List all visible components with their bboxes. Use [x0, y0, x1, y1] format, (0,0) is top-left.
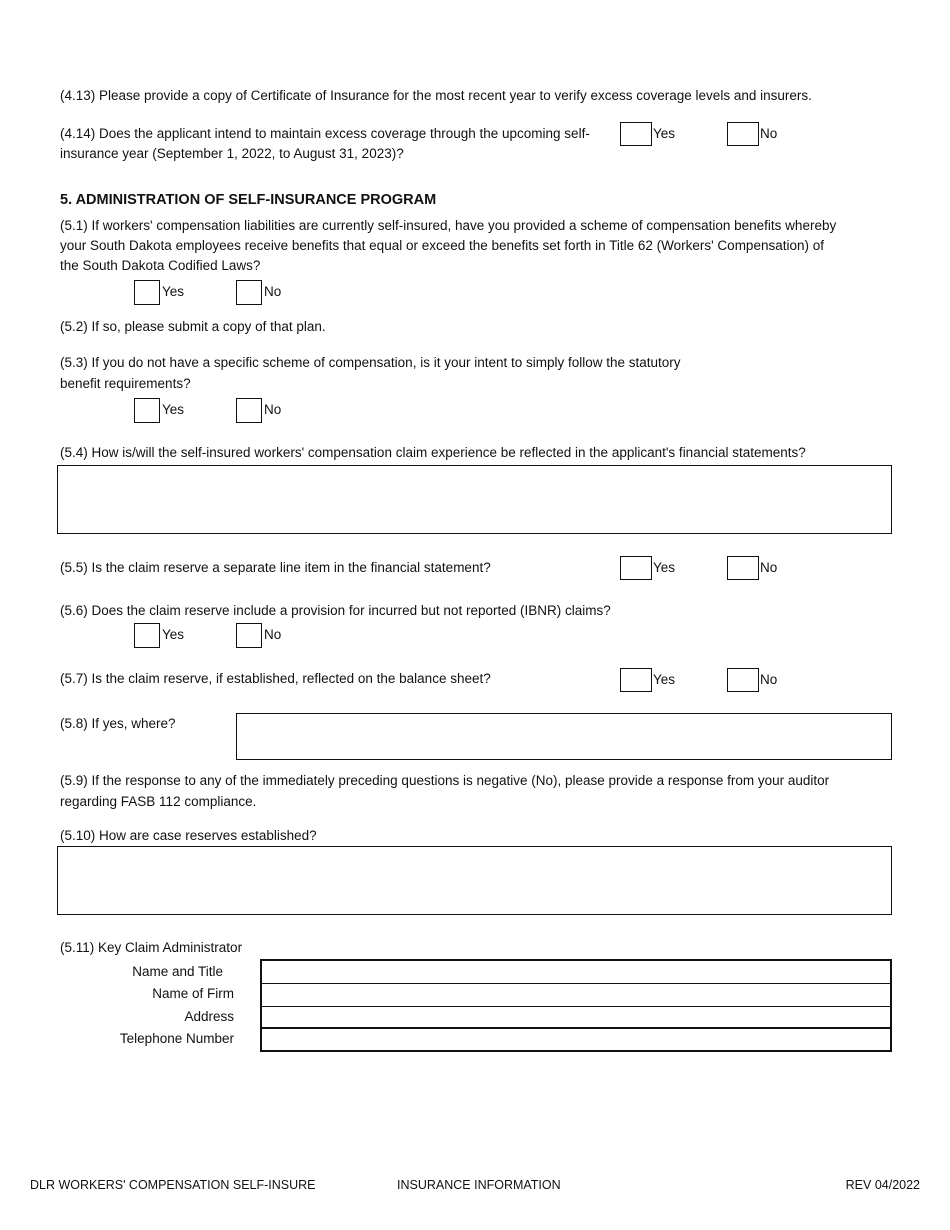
question-5-3-no-label: No — [264, 402, 282, 417]
question-4-14-no-checkbox[interactable] — [727, 122, 759, 146]
telephone-number-input[interactable] — [262, 1029, 890, 1049]
name-and-title-input[interactable] — [262, 961, 890, 984]
question-5-1-text-line3: the South Dakota Codified Laws? — [60, 258, 261, 273]
field-label-name-and-title: Name and Title — [132, 964, 223, 979]
question-5-2-text: (5.2) If so, please submit a copy of that plan. — [60, 319, 326, 334]
question-5-10-answer-box[interactable] — [57, 846, 892, 915]
question-5-5-text: (5.5) Is the claim reserve a separate line item in the financial statement? — [60, 560, 491, 575]
question-5-6-no-checkbox[interactable] — [236, 623, 262, 648]
footer-revision: REV 04/2022 — [845, 1178, 920, 1192]
question-5-3-text-line2: benefit requirements? — [60, 376, 191, 391]
claim-administrator-table — [260, 959, 892, 1052]
question-5-5-yes-label: Yes — [653, 560, 676, 575]
question-5-6-no-label: No — [264, 627, 282, 642]
section-5-heading: 5. ADMINISTRATION OF SELF-INSURANCE PROGRAM — [60, 192, 437, 208]
question-5-6-yes-label: Yes — [162, 627, 185, 642]
question-5-9-text-line2: regarding FASB 112 compliance. — [60, 794, 257, 809]
question-5-7-no-label: No — [760, 672, 778, 687]
question-5-9-text-line1: (5.9) If the response to any of the immediately preceding questions is negative (No), please provide a response from your auditor — [60, 773, 830, 788]
question-5-4-text: (5.4) How is/will the self-insured workers' compensation claim experience be reflected in the applicant's financial statements? — [60, 445, 806, 460]
question-5-7-yes-checkbox[interactable] — [620, 668, 652, 692]
question-5-11-text: (5.11) Key Claim Administrator — [60, 940, 243, 955]
question-5-7-yes-label: Yes — [653, 672, 676, 687]
question-5-3-no-checkbox[interactable] — [236, 398, 262, 423]
name-of-firm-input[interactable] — [262, 984, 890, 1007]
question-5-1-no-label: No — [264, 284, 282, 299]
question-4-14-yes-checkbox[interactable] — [620, 122, 652, 146]
question-5-5-no-checkbox[interactable] — [727, 556, 759, 580]
question-5-6-text: (5.6) Does the claim reserve include a provision for incurred but not reported (IBNR) claims? — [60, 603, 611, 618]
question-5-3-yes-checkbox[interactable] — [134, 398, 160, 423]
question-5-6-yes-checkbox[interactable] — [134, 623, 160, 648]
question-4-13-text: (4.13) Please provide a copy of Certificate of Insurance for the most recent year to verify excess coverage levels and insurers. — [60, 88, 812, 103]
question-5-10-text: (5.10) How are case reserves established? — [60, 828, 317, 843]
question-5-1-text-line1: (5.1) If workers' compensation liabilities are currently self-insured, have you provided a scheme of compensation benefits whereby — [60, 218, 837, 233]
question-4-14-text-line2: insurance year (September 1, 2022, to August 31, 2023)? — [60, 146, 404, 161]
question-5-5-yes-checkbox[interactable] — [620, 556, 652, 580]
question-5-8-text: (5.8) If yes, where? — [60, 716, 176, 731]
question-5-3-yes-label: Yes — [162, 402, 185, 417]
field-label-address: Address — [184, 1009, 234, 1024]
footer-section-name: INSURANCE INFORMATION — [397, 1178, 561, 1192]
question-5-1-yes-checkbox[interactable] — [134, 280, 160, 305]
field-label-name-of-firm: Name of Firm — [152, 986, 234, 1001]
question-5-5-no-label: No — [760, 560, 778, 575]
question-5-4-answer-box[interactable] — [57, 465, 892, 534]
question-4-14-no-label: No — [760, 126, 778, 141]
question-5-7-text: (5.7) Is the claim reserve, if established, reflected on the balance sheet? — [60, 671, 491, 686]
question-4-14-yes-label: Yes — [653, 126, 676, 141]
footer-form-name: DLR WORKERS' COMPENSATION SELF-INSURE — [30, 1178, 316, 1192]
question-5-7-no-checkbox[interactable] — [727, 668, 759, 692]
address-input[interactable] — [262, 1007, 890, 1029]
question-4-14-text-line1: (4.14) Does the applicant intend to maintain excess coverage through the upcoming self- — [60, 126, 590, 141]
question-5-8-answer-box[interactable] — [236, 713, 892, 760]
question-5-1-yes-label: Yes — [162, 284, 185, 299]
question-5-1-text-line2: your South Dakota employees receive benefits that equal or exceed the benefits set forth in Title 62 (Workers' Compensation) of — [60, 238, 824, 253]
question-5-3-text-line1: (5.3) If you do not have a specific scheme of compensation, is it your intent to simply follow the statutory — [60, 355, 681, 370]
question-5-1-no-checkbox[interactable] — [236, 280, 262, 305]
field-label-telephone-number: Telephone Number — [119, 1031, 234, 1046]
